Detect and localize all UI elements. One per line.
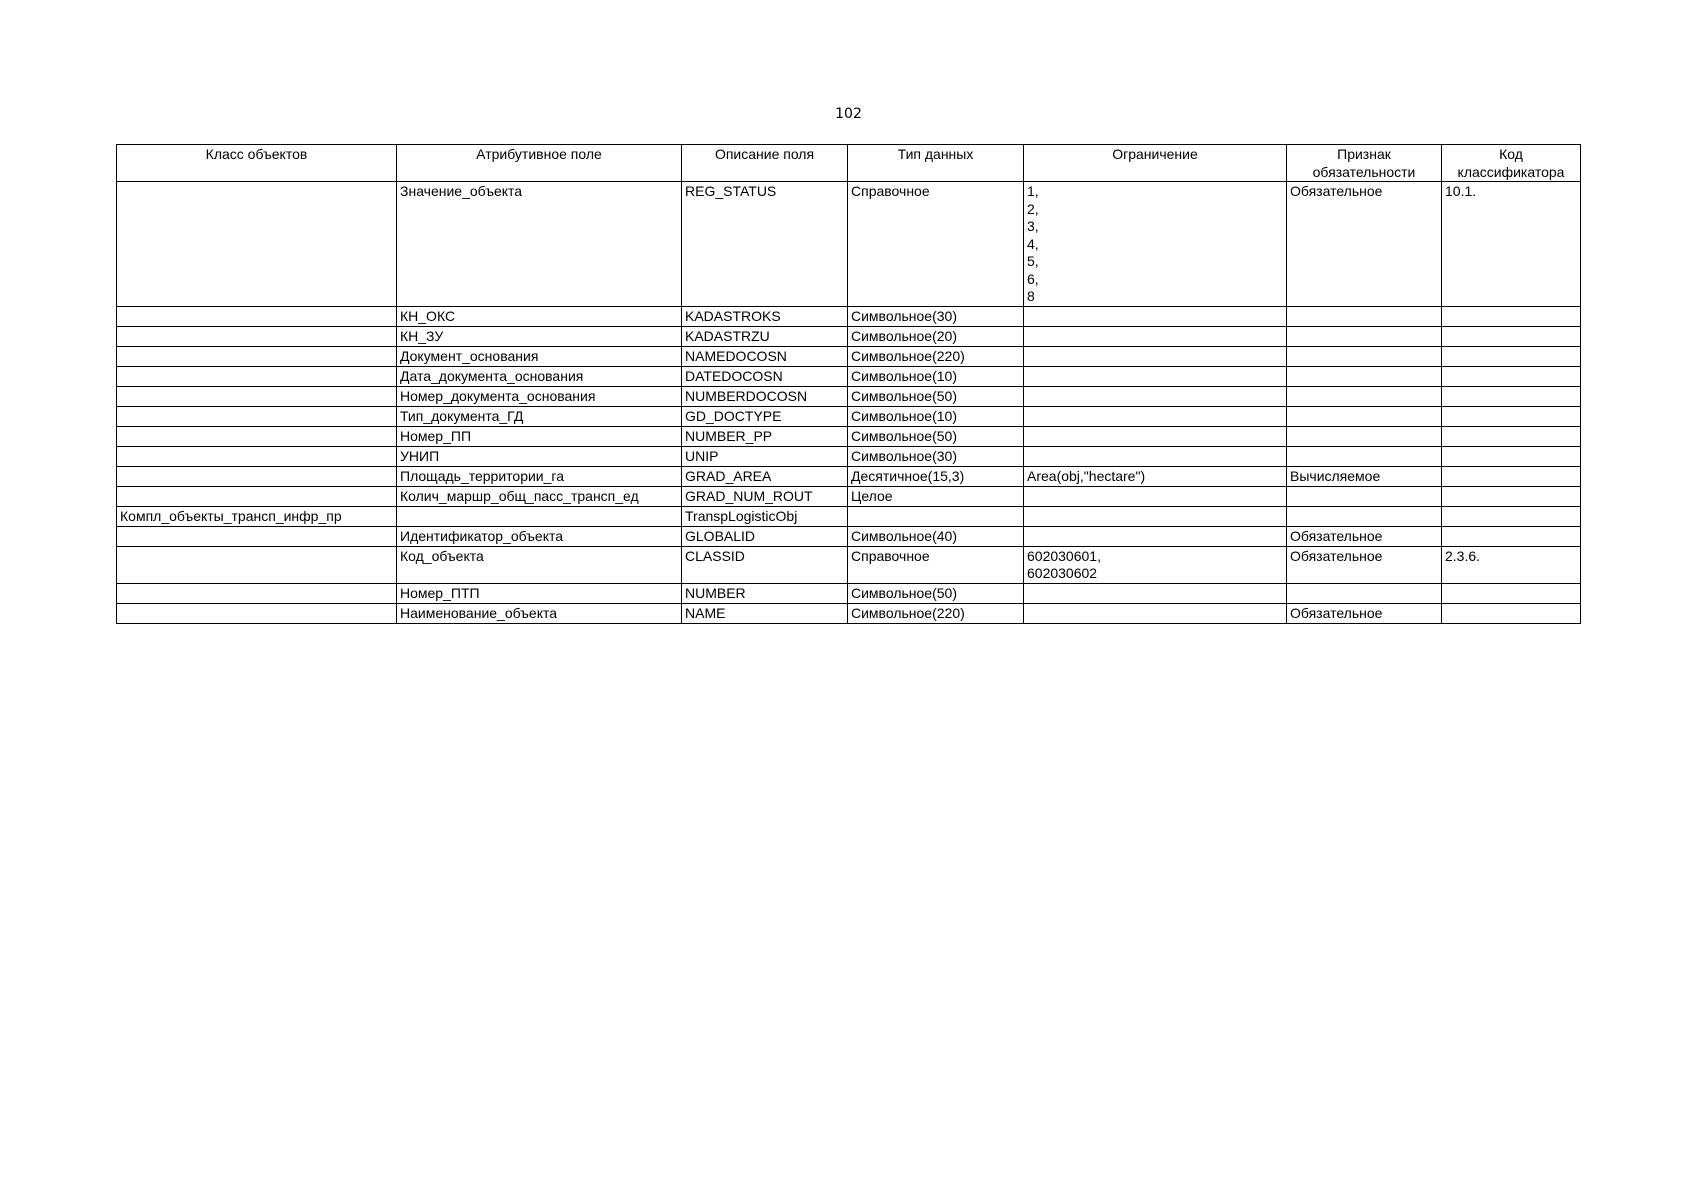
- cell-field-description: KADASTROKS: [682, 306, 848, 326]
- table-row: [117, 346, 1581, 366]
- cell-required-flag: [1287, 426, 1442, 446]
- cell-field-description: GLOBALID: [682, 526, 848, 546]
- table-row: [117, 486, 1581, 506]
- table-body: [117, 182, 1581, 624]
- cell-data-type: Символьное(50): [848, 386, 1024, 406]
- header-row: [117, 145, 1581, 182]
- cell-data-type: Целое: [848, 486, 1024, 506]
- cell-required-flag: Обязательное: [1287, 546, 1442, 583]
- header-object-class: Класс объектов: [117, 145, 397, 182]
- cell-required-flag: Обязательное: [1287, 182, 1442, 307]
- cell-data-type: Символьное(220): [848, 603, 1024, 623]
- table-row: [117, 326, 1581, 346]
- cell-field-description: NUMBER_PP: [682, 426, 848, 446]
- cell-attribute-field: Тип_документа_ГД: [397, 406, 682, 426]
- cell-attribute-field: Код_объекта: [397, 546, 682, 583]
- cell-data-type: Символьное(10): [848, 366, 1024, 386]
- cell-classifier-code: [1442, 583, 1581, 603]
- cell-object-class: [117, 486, 397, 506]
- cell-classifier-code: 10.1.: [1442, 182, 1581, 307]
- table-row: [117, 583, 1581, 603]
- cell-field-description: KADASTRZU: [682, 326, 848, 346]
- cell-classifier-code: [1442, 446, 1581, 466]
- attribute-table: [116, 144, 1581, 624]
- cell-field-description: TranspLogisticObj: [682, 506, 848, 526]
- cell-constraint: 602030601, 602030602: [1024, 546, 1287, 583]
- cell-field-description: NUMBER: [682, 583, 848, 603]
- page-number: 102: [835, 106, 862, 122]
- table-row: [117, 182, 1581, 307]
- header-classifier-code: Код классификатора: [1442, 145, 1581, 182]
- cell-attribute-field: Колич_маршр_общ_пасс_трансп_ед: [397, 486, 682, 506]
- cell-attribute-field: [397, 506, 682, 526]
- cell-classifier-code: [1442, 326, 1581, 346]
- cell-attribute-field: Дата_документа_основания: [397, 366, 682, 386]
- table-row: [117, 526, 1581, 546]
- cell-field-description: CLASSID: [682, 546, 848, 583]
- cell-classifier-code: [1442, 386, 1581, 406]
- cell-constraint: 1, 2, 3, 4, 5, 6, 8: [1024, 182, 1287, 307]
- cell-data-type: Символьное(20): [848, 326, 1024, 346]
- cell-constraint: [1024, 386, 1287, 406]
- cell-object-class: Компл_объекты_трансп_инфр_пр: [117, 506, 397, 526]
- cell-field-description: NAME: [682, 603, 848, 623]
- cell-constraint: [1024, 506, 1287, 526]
- cell-object-class: [117, 446, 397, 466]
- cell-attribute-field: Номер_ПТП: [397, 583, 682, 603]
- cell-attribute-field: Наименование_объекта: [397, 603, 682, 623]
- cell-field-description: DATEDOCOSN: [682, 366, 848, 386]
- header-data-type: Тип данных: [848, 145, 1024, 182]
- cell-data-type: Символьное(40): [848, 526, 1024, 546]
- cell-object-class: [117, 306, 397, 326]
- cell-field-description: GRAD_NUM_ROUT: [682, 486, 848, 506]
- cell-classifier-code: [1442, 466, 1581, 486]
- cell-required-flag: [1287, 506, 1442, 526]
- cell-attribute-field: Номер_ПП: [397, 426, 682, 446]
- cell-object-class: [117, 546, 397, 583]
- header-required-flag: Признак обязательности: [1287, 145, 1442, 182]
- cell-object-class: [117, 426, 397, 446]
- cell-classifier-code: [1442, 506, 1581, 526]
- cell-constraint: [1024, 366, 1287, 386]
- cell-field-description: UNIP: [682, 446, 848, 466]
- cell-required-flag: [1287, 386, 1442, 406]
- cell-required-flag: Вычисляемое: [1287, 466, 1442, 486]
- cell-attribute-field: Номер_документа_основания: [397, 386, 682, 406]
- cell-constraint: Area(obj,"hectare"): [1024, 466, 1287, 486]
- cell-object-class: [117, 326, 397, 346]
- cell-object-class: [117, 583, 397, 603]
- cell-object-class: [117, 386, 397, 406]
- cell-field-description: NUMBERDOCOSN: [682, 386, 848, 406]
- table-row: [117, 446, 1581, 466]
- cell-attribute-field: Документ_основания: [397, 346, 682, 366]
- cell-data-type: Символьное(50): [848, 583, 1024, 603]
- cell-required-flag: [1287, 583, 1442, 603]
- cell-classifier-code: [1442, 486, 1581, 506]
- cell-constraint: [1024, 526, 1287, 546]
- cell-classifier-code: [1442, 426, 1581, 446]
- cell-attribute-field: Площадь_территории_га: [397, 466, 682, 486]
- cell-constraint: [1024, 406, 1287, 426]
- table-row: [117, 406, 1581, 426]
- cell-required-flag: [1287, 366, 1442, 386]
- cell-classifier-code: 2.3.6.: [1442, 546, 1581, 583]
- cell-constraint: [1024, 583, 1287, 603]
- cell-required-flag: [1287, 486, 1442, 506]
- cell-constraint: [1024, 346, 1287, 366]
- cell-required-flag: [1287, 326, 1442, 346]
- cell-classifier-code: [1442, 306, 1581, 326]
- cell-field-description: NAMEDOCOSN: [682, 346, 848, 366]
- table-row: [117, 546, 1581, 583]
- cell-required-flag: Обязательное: [1287, 526, 1442, 546]
- table-row: [117, 603, 1581, 623]
- cell-classifier-code: [1442, 406, 1581, 426]
- header-field-description: Описание поля: [682, 145, 848, 182]
- cell-object-class: [117, 406, 397, 426]
- cell-required-flag: [1287, 346, 1442, 366]
- cell-classifier-code: [1442, 603, 1581, 623]
- table-row: [117, 466, 1581, 486]
- cell-object-class: [117, 526, 397, 546]
- cell-constraint: [1024, 306, 1287, 326]
- cell-attribute-field: УНИП: [397, 446, 682, 466]
- cell-constraint: [1024, 603, 1287, 623]
- header-constraint: Ограничение: [1024, 145, 1287, 182]
- cell-data-type: Справочное: [848, 182, 1024, 307]
- cell-classifier-code: [1442, 526, 1581, 546]
- cell-required-flag: Обязательное: [1287, 603, 1442, 623]
- cell-attribute-field: Значение_объекта: [397, 182, 682, 307]
- cell-classifier-code: [1442, 366, 1581, 386]
- table-row: [117, 366, 1581, 386]
- cell-constraint: [1024, 426, 1287, 446]
- cell-classifier-code: [1442, 346, 1581, 366]
- cell-constraint: [1024, 446, 1287, 466]
- cell-required-flag: [1287, 306, 1442, 326]
- cell-data-type: Символьное(30): [848, 306, 1024, 326]
- cell-attribute-field: Идентификатор_объекта: [397, 526, 682, 546]
- cell-object-class: [117, 466, 397, 486]
- table-header: [117, 145, 1581, 182]
- table-row: [117, 386, 1581, 406]
- cell-object-class: [117, 346, 397, 366]
- table-row: [117, 426, 1581, 446]
- cell-data-type: Десятичное(15,3): [848, 466, 1024, 486]
- cell-field-description: REG_STATUS: [682, 182, 848, 307]
- cell-data-type: Символьное(30): [848, 446, 1024, 466]
- cell-attribute-field: КН_ЗУ: [397, 326, 682, 346]
- cell-object-class: [117, 182, 397, 307]
- cell-data-type: Символьное(220): [848, 346, 1024, 366]
- cell-data-type: Символьное(50): [848, 426, 1024, 446]
- cell-field-description: GD_DOCTYPE: [682, 406, 848, 426]
- cell-required-flag: [1287, 446, 1442, 466]
- cell-constraint: [1024, 326, 1287, 346]
- cell-object-class: [117, 603, 397, 623]
- cell-attribute-field: КН_ОКС: [397, 306, 682, 326]
- cell-constraint: [1024, 486, 1287, 506]
- cell-data-type: Справочное: [848, 546, 1024, 583]
- table-row: [117, 506, 1581, 526]
- cell-field-description: GRAD_AREA: [682, 466, 848, 486]
- header-attribute-field: Атрибутивное поле: [397, 145, 682, 182]
- table-row: [117, 306, 1581, 326]
- cell-data-type: Символьное(10): [848, 406, 1024, 426]
- cell-object-class: [117, 366, 397, 386]
- cell-data-type: [848, 506, 1024, 526]
- cell-required-flag: [1287, 406, 1442, 426]
